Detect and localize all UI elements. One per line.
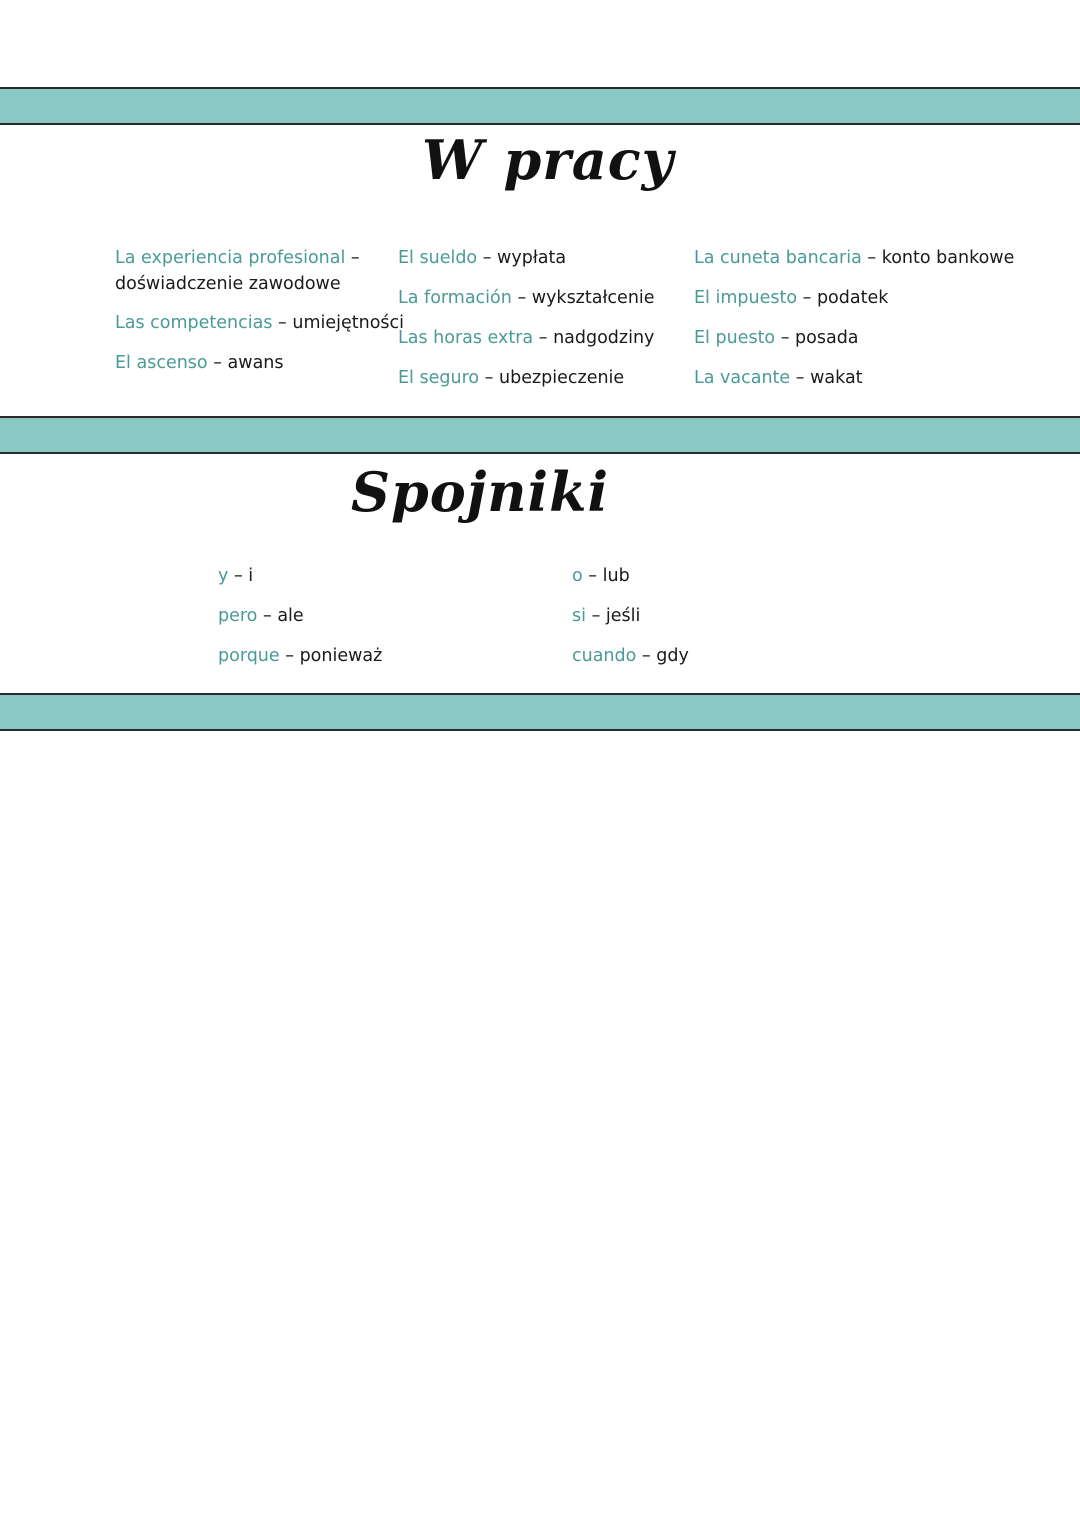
spanish-term: La cuneta bancaria [694,248,862,268]
vocab-entry [694,285,888,311]
polish-translation: konto bankowe [881,248,1015,268]
spanish-term: El impuesto [694,288,798,308]
polish-translation: umiejętności [292,313,405,333]
spanish-term: La vacante [694,368,791,388]
separator: – [538,328,548,348]
separator: – [482,248,492,268]
spanish-term: porque [218,646,280,666]
spanish-term: El sueldo [398,248,478,268]
polish-translation: awans [227,353,284,373]
section-title-w-pracy: W pracy [422,128,674,192]
polish-translation: ubezpieczenie [499,368,625,388]
separator: – [588,566,598,586]
conjunction-entry [218,603,304,629]
conjunction-entry [572,603,640,629]
separator: – [350,248,360,268]
separator: – [484,368,494,388]
vocab-entry [115,350,284,376]
bottom-divider-band [0,693,1080,731]
spanish-term: El seguro [398,368,480,388]
vocab-entry [694,245,1014,271]
polish-translation: i [248,566,254,586]
spanish-term: Las horas extra [398,328,534,348]
separator: – [867,248,877,268]
spanish-term: La formación [398,288,512,308]
spanish-term: y [218,566,229,586]
vocab-entry [115,245,360,297]
vocab-entry [115,310,404,336]
separator: – [641,646,651,666]
middle-divider-band [0,416,1080,454]
separator: – [517,288,527,308]
section-title-spojniki: Spojniki [350,460,609,524]
polish-translation: lub [602,566,630,586]
polish-translation: wypłata [497,248,567,268]
polish-translation: ponieważ [299,646,383,666]
spanish-term: pero [218,606,258,626]
spanish-term: El ascenso [115,353,208,373]
spanish-term: El puesto [694,328,776,348]
spanish-term: Las competencias [115,313,273,333]
vocab-entry [398,325,654,351]
polish-translation: wakat [810,368,863,388]
spanish-term: La experiencia profesional [115,248,346,268]
polish-translation: wykształcenie [531,288,655,308]
separator: – [780,328,790,348]
conjunction-entry [572,563,630,589]
vocab-entry [694,365,863,391]
conjunction-entry [218,643,382,669]
polish-translation: doświadczenie zawodowe [115,274,341,294]
vocab-entry [398,285,655,311]
conjunction-entry [218,563,253,589]
polish-translation: gdy [656,646,689,666]
separator: – [278,313,287,333]
vocab-entry [398,365,624,391]
polish-translation: posada [795,328,859,348]
spanish-term: cuando [572,646,637,666]
separator: – [285,646,294,666]
separator: – [591,606,601,626]
spanish-term: o [572,566,583,586]
spanish-term: si [572,606,586,626]
separator: – [795,368,805,388]
vocab-entry [398,245,566,271]
separator: – [802,288,812,308]
vocab-entry [694,325,859,351]
separator: – [213,353,222,373]
polish-translation: nadgodziny [553,328,655,348]
polish-translation: jeśli [605,606,641,626]
separator: – [233,566,243,586]
top-divider-band [0,87,1080,125]
polish-translation: ale [277,606,304,626]
conjunction-entry [572,643,689,669]
separator: – [262,606,272,626]
polish-translation: podatek [816,288,889,308]
